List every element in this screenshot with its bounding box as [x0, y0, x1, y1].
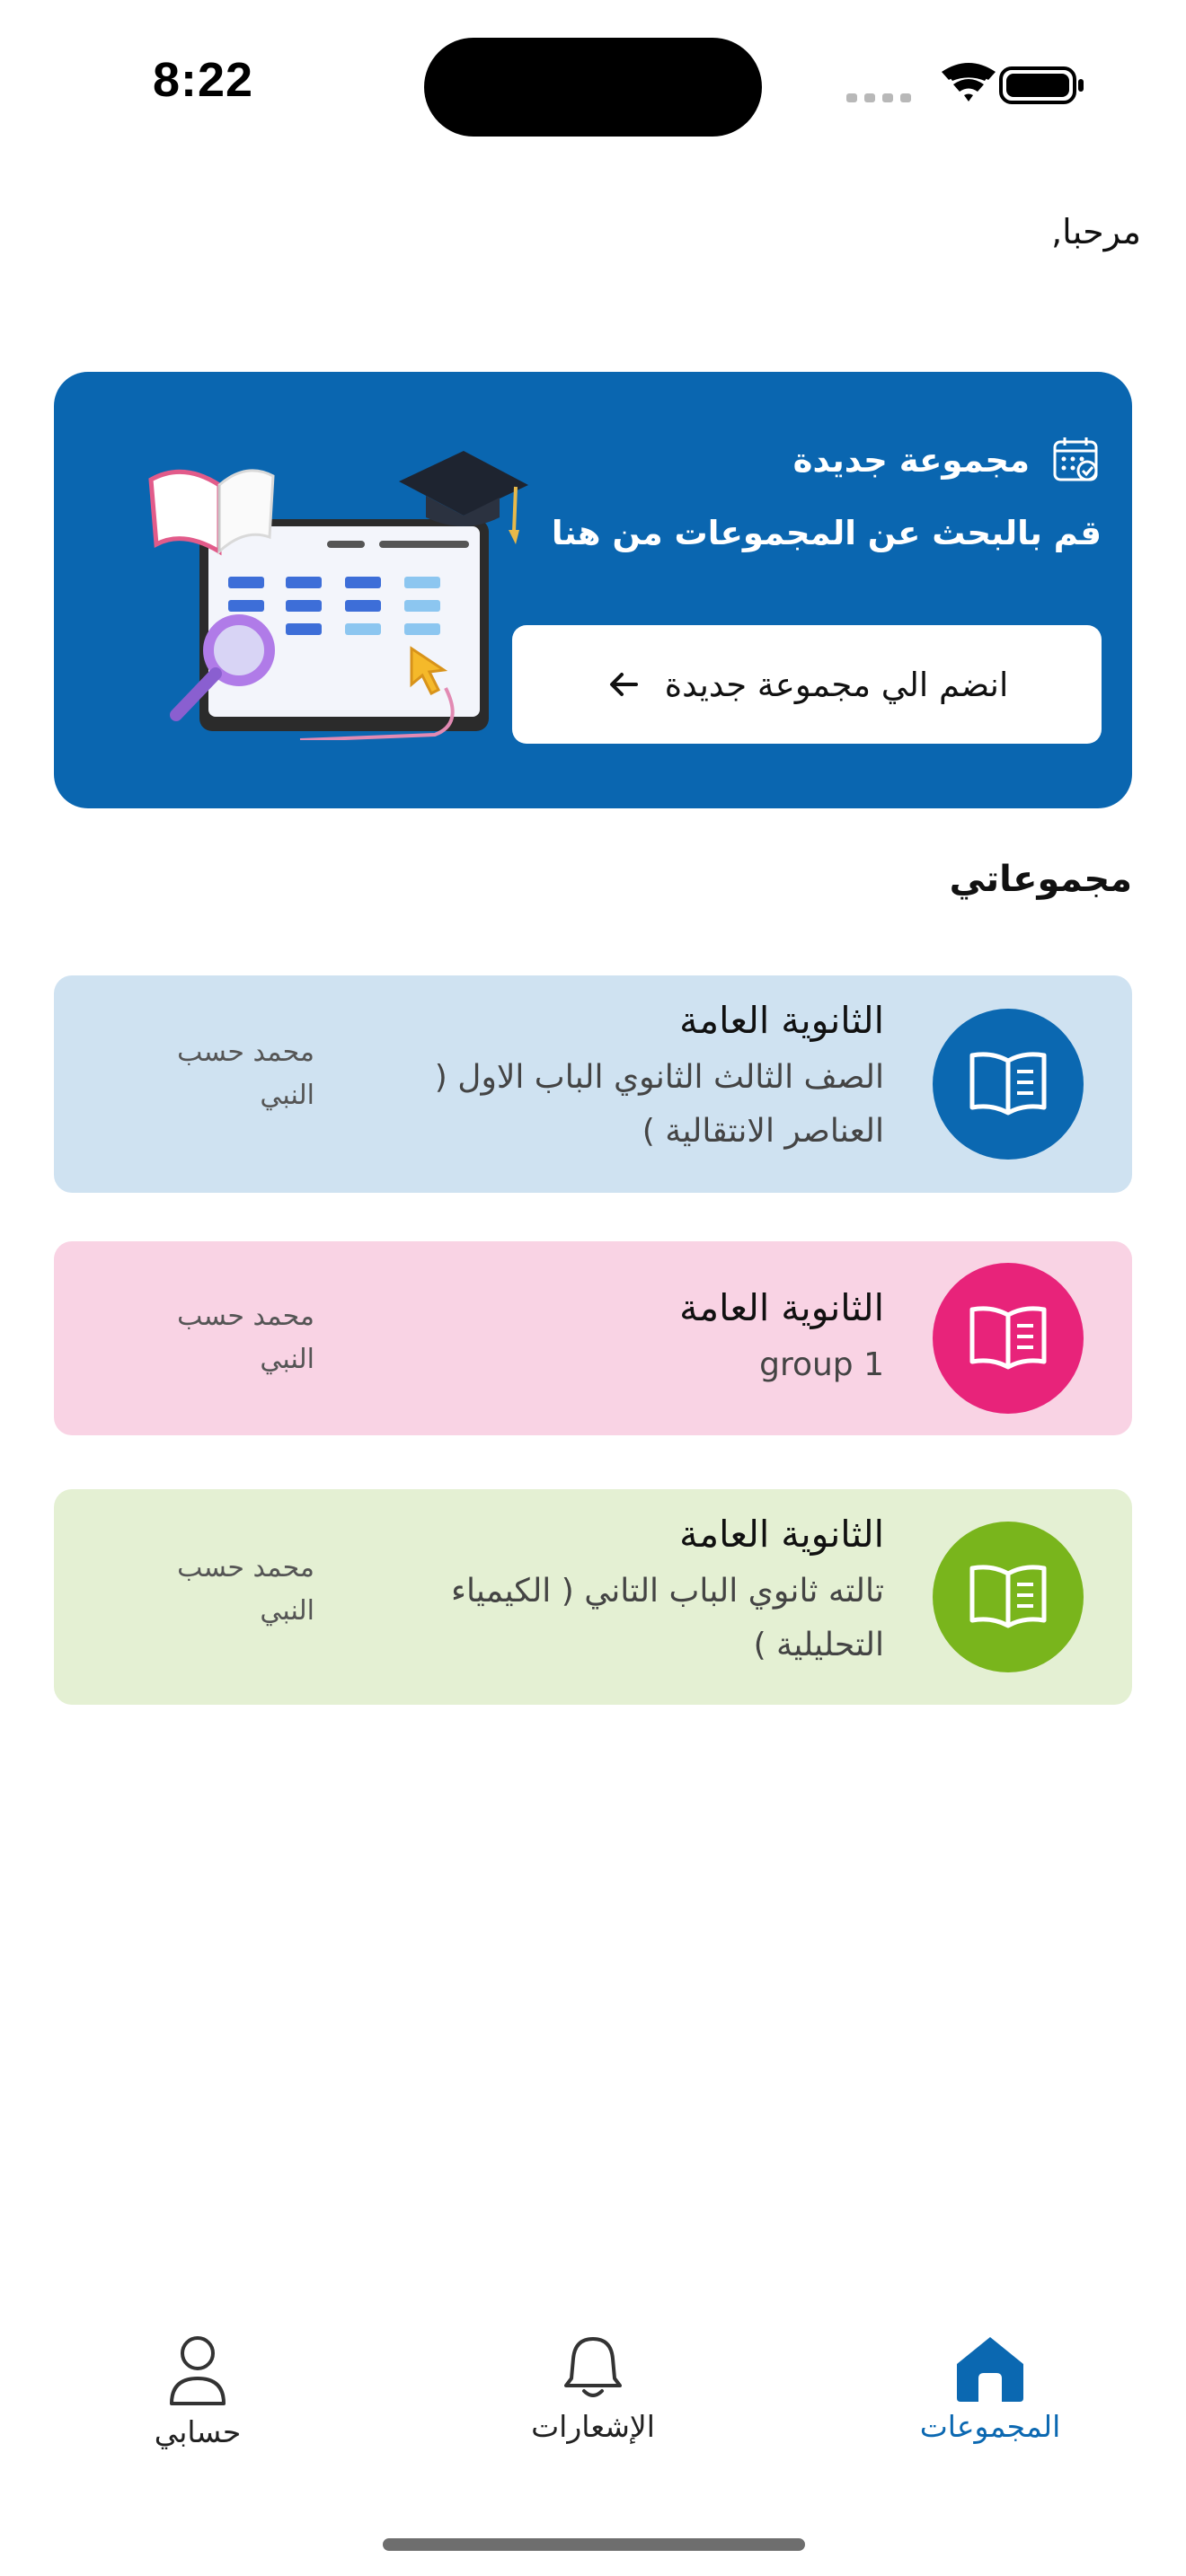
bell-icon	[564, 2335, 622, 2402]
nav-label-notifications: الإشعارات	[531, 2409, 655, 2444]
arrow-left-icon	[606, 666, 642, 702]
new-group-banner	[54, 372, 1132, 808]
home-icon	[955, 2335, 1025, 2402]
banner-title-row	[793, 435, 1102, 485]
group-icon-circle	[933, 1263, 1084, 1414]
status-icons	[836, 59, 1087, 113]
status-time: 8:22	[153, 53, 254, 107]
banner-illustration	[93, 435, 543, 740]
group-text	[381, 1283, 884, 1392]
cellular-signal-icon	[846, 93, 911, 102]
group-description: تالته ثانوي الباب التاني ( الكيمياء التحليلية )	[451, 1573, 884, 1663]
home-indicator	[383, 2538, 805, 2551]
join-group-label: انضم الي مجموعة جديدة	[664, 665, 1009, 704]
open-book-icon	[967, 1561, 1049, 1633]
group-description: الصف الثالث الثانوي الباب الاول ( العناصر الانتقالية )	[434, 1059, 884, 1150]
nav-label-groups: المجموعات	[919, 2409, 1061, 2444]
nav-item-account[interactable]	[63, 2335, 332, 2479]
battery-icon	[1001, 68, 1084, 102]
group-text	[381, 995, 884, 1159]
calendar-check-icon	[1051, 435, 1102, 485]
group-teacher: محمد حسب النبي	[177, 1037, 314, 1111]
group-text	[381, 1509, 884, 1672]
group-name: الثانوية العامة	[679, 999, 884, 1042]
open-book-icon	[967, 1302, 1049, 1374]
group-card[interactable]	[54, 1241, 1132, 1435]
dynamic-island	[424, 38, 762, 137]
nav-item-groups[interactable]	[855, 2335, 1125, 2479]
group-card[interactable]	[54, 975, 1132, 1193]
group-description: group 1	[759, 1346, 884, 1383]
group-teacher: محمد حسب النبي	[177, 1301, 314, 1375]
group-icon-circle	[933, 1009, 1084, 1160]
group-teacher: محمد حسب النبي	[177, 1552, 314, 1627]
wifi-icon	[942, 63, 996, 101]
banner-title: مجموعة جديدة	[792, 440, 1030, 480]
group-card[interactable]	[54, 1489, 1132, 1705]
user-icon	[168, 2335, 227, 2407]
my-groups-title: مجموعاتي	[949, 859, 1132, 900]
greeting-text: مرحبا,	[1051, 212, 1141, 251]
open-book-icon	[967, 1048, 1049, 1120]
group-icon-circle	[933, 1522, 1084, 1672]
banner-subtitle: قم بالبحث عن المجموعات من هنا	[551, 514, 1102, 552]
group-name: الثانوية العامة	[679, 1513, 884, 1556]
group-name: الثانوية العامة	[679, 1286, 884, 1329]
nav-label-account: حسابي	[154, 2414, 242, 2449]
nav-item-notifications[interactable]	[458, 2335, 728, 2479]
join-group-button[interactable]	[512, 625, 1102, 744]
